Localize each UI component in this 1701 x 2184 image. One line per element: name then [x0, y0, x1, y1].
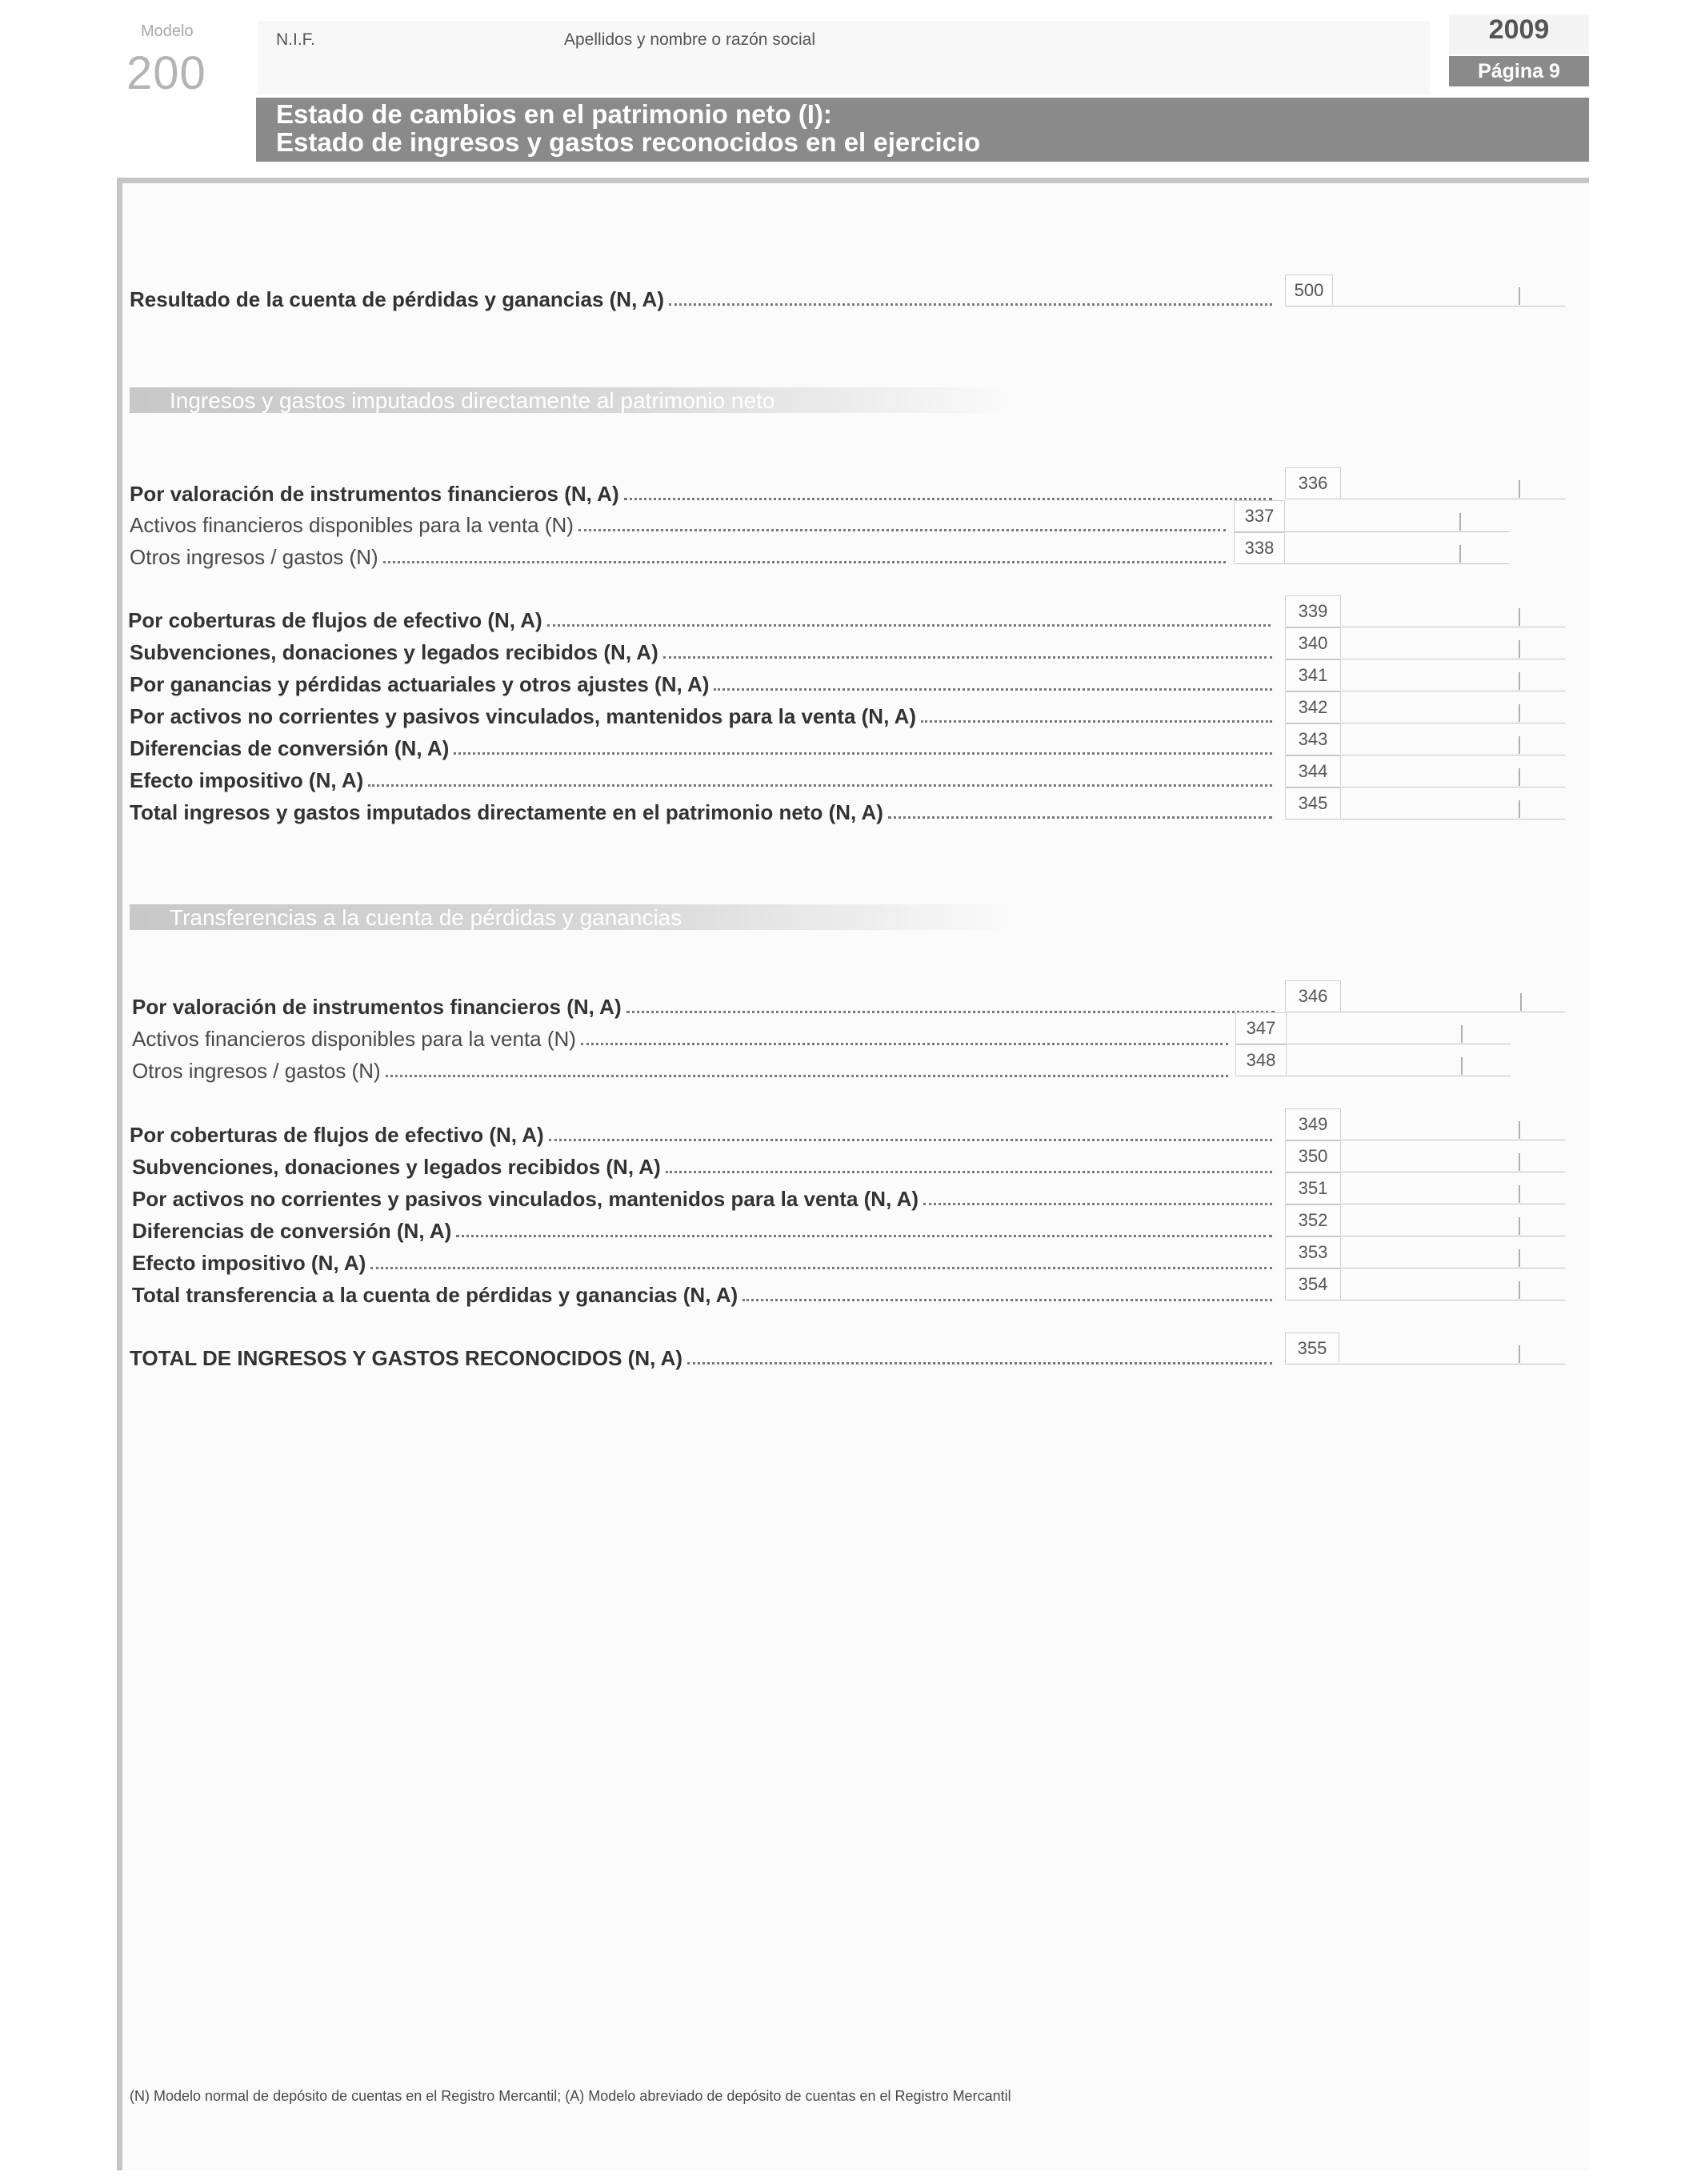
field-345[interactable]	[1285, 787, 1565, 820]
row-label: Efecto impositivo (N, A)	[132, 1251, 366, 1275]
field-code: 352	[1285, 1204, 1341, 1235]
field-342[interactable]	[1285, 691, 1565, 723]
decimal-separator	[1519, 1217, 1520, 1235]
field-code: 500	[1285, 275, 1333, 305]
decimal-separator	[1519, 1345, 1520, 1363]
field-340[interactable]	[1285, 627, 1565, 659]
field-353[interactable]	[1285, 1236, 1565, 1268]
field-341[interactable]	[1285, 659, 1565, 691]
row-336	[130, 478, 1272, 507]
field-337[interactable]	[1234, 500, 1509, 532]
footnote: (N) Modelo normal de depósito de cuentas en el Registro Mercantil; (A) Modelo abreviado de depósito de cuentas en el Registro Mercantil	[130, 2088, 1011, 2104]
leader-dots	[386, 1074, 1228, 1077]
decimal-separator	[1519, 672, 1520, 690]
field-336[interactable]	[1285, 467, 1565, 499]
row-352	[132, 1215, 1272, 1244]
modelo-label: Modelo	[141, 22, 194, 40]
section-title: Transferencias a la cuenta de pérdidas y ganancias	[170, 905, 682, 930]
row-353	[132, 1247, 1272, 1276]
row-label: Efecto impositivo (N, A)	[130, 768, 364, 792]
field-348[interactable]	[1235, 1044, 1511, 1076]
field-352[interactable]	[1285, 1204, 1565, 1236]
leader-dots	[923, 1202, 1272, 1205]
field-code: 339	[1285, 595, 1341, 626]
leader-dots	[383, 560, 1226, 563]
field-code: 341	[1285, 659, 1341, 690]
row-label: Por valoración de instrumentos financieros (N, A)	[132, 995, 622, 1019]
section-title: Ingresos y gastos imputados directamente al patrimonio neto	[170, 388, 775, 413]
field-code: 340	[1285, 627, 1341, 658]
row-label: Total transferencia a la cuenta de pérdidas y ganancias (N, A)	[132, 1283, 738, 1307]
row-label: Subvenciones, donaciones y legados recibidos (N, A)	[132, 1155, 661, 1179]
field-350[interactable]	[1285, 1140, 1565, 1172]
leader-dots	[370, 1266, 1272, 1269]
year: 2009	[1488, 14, 1550, 45]
result-label: Resultado de la cuenta de pérdidas y ganancias (N, A)	[130, 287, 664, 311]
field-code: 354	[1285, 1268, 1341, 1299]
row-label: Total ingresos y gastos imputados directamente en el patrimonio neto (N, A)	[130, 800, 883, 824]
decimal-separator	[1519, 704, 1520, 722]
field-code: 355	[1285, 1332, 1339, 1363]
row-340	[130, 636, 1272, 665]
total-row	[130, 1342, 1272, 1371]
page-number: Página 9	[1449, 56, 1589, 86]
field-338[interactable]	[1234, 532, 1509, 564]
total-label: TOTAL DE INGRESOS Y GASTOS RECONOCIDOS (N, A)	[130, 1346, 683, 1370]
row-label: Por activos no corrientes y pasivos vinculados, mantenidos para la venta (N, A)	[132, 1187, 919, 1211]
row-label: Otros ingresos / gastos (N)	[132, 1059, 381, 1083]
row-339	[128, 604, 1271, 633]
row-label: Subvenciones, donaciones y legados recibidos (N, A)	[130, 640, 658, 664]
leader-dots	[368, 783, 1272, 787]
row-346	[132, 991, 1275, 1020]
leader-dots	[454, 751, 1272, 755]
row-337	[130, 509, 1226, 538]
leader-dots	[888, 815, 1272, 819]
field-code: 346	[1285, 980, 1341, 1011]
decimal-separator	[1459, 545, 1461, 563]
row-347	[132, 1023, 1228, 1052]
leader-dots	[581, 1042, 1228, 1045]
leader-dots	[626, 1010, 1275, 1013]
decimal-separator	[1461, 1025, 1463, 1043]
section-header-imputados	[130, 387, 1018, 413]
row-350	[132, 1151, 1272, 1180]
row-338	[130, 541, 1226, 570]
result-row	[130, 283, 1272, 312]
decimal-separator	[1519, 1281, 1520, 1299]
header-strip	[258, 21, 1430, 94]
decimal-separator	[1519, 768, 1520, 786]
field-code: 350	[1285, 1140, 1341, 1171]
field-354[interactable]	[1285, 1268, 1565, 1300]
row-341	[130, 668, 1272, 697]
leader-dots	[624, 497, 1272, 500]
modelo-number: 200	[126, 47, 206, 99]
leader-dots	[921, 719, 1272, 723]
field-code: 345	[1285, 787, 1341, 818]
field-500[interactable]	[1285, 275, 1565, 307]
row-344	[130, 764, 1272, 793]
field-351[interactable]	[1285, 1172, 1565, 1204]
field-343[interactable]	[1285, 723, 1565, 755]
leader-dots	[547, 623, 1271, 627]
decimal-separator	[1519, 736, 1520, 754]
leader-dots	[666, 1170, 1272, 1173]
row-348	[132, 1055, 1228, 1084]
row-label: Otros ingresos / gastos (N)	[130, 545, 378, 569]
field-code: 344	[1285, 755, 1341, 786]
field-code: 338	[1234, 532, 1285, 563]
row-label: Por coberturas de flujos de efectivo (N, A)	[128, 608, 542, 632]
page-title-line2: Estado de ingresos y gastos reconocidos en el ejercicio	[276, 127, 981, 157]
row-label: Por valoración de instrumentos financieros (N, A)	[130, 482, 619, 506]
row-label: Por ganancias y pérdidas actuariales y otros ajustes (N, A)	[130, 672, 710, 696]
decimal-separator	[1519, 1185, 1520, 1203]
row-342	[130, 700, 1272, 729]
leader-dots	[578, 528, 1226, 531]
decimal-separator	[1519, 608, 1520, 626]
decimal-separator	[1519, 1153, 1520, 1171]
field-347[interactable]	[1235, 1012, 1511, 1044]
field-349[interactable]	[1285, 1108, 1565, 1140]
decimal-separator	[1519, 287, 1520, 305]
leader-dots	[663, 655, 1272, 659]
nif-label: N.I.F.	[276, 30, 316, 49]
leader-dots	[669, 303, 1272, 306]
leader-dots	[456, 1234, 1272, 1237]
row-label: Diferencias de conversión (N, A)	[132, 1219, 452, 1243]
leader-dots	[742, 1298, 1272, 1301]
decimal-separator	[1519, 800, 1520, 818]
field-355[interactable]	[1285, 1332, 1565, 1364]
field-339[interactable]	[1285, 595, 1565, 627]
page-title-line1: Estado de cambios en el patrimonio neto (I):	[276, 99, 832, 129]
decimal-separator	[1519, 640, 1520, 658]
decimal-separator	[1461, 1057, 1463, 1075]
leader-dots	[687, 1361, 1272, 1364]
row-label: Por coberturas de flujos de efectivo (N, A)	[130, 1123, 544, 1147]
row-345	[130, 796, 1272, 825]
field-code: 353	[1285, 1236, 1341, 1267]
row-343	[130, 732, 1272, 761]
field-code: 347	[1235, 1012, 1287, 1043]
row-354	[132, 1279, 1272, 1308]
decimal-separator	[1519, 1249, 1520, 1267]
row-label: Diferencias de conversión (N, A)	[130, 736, 450, 760]
apellidos-label: Apellidos y nombre o razón social	[564, 30, 815, 49]
field-code: 351	[1285, 1172, 1341, 1203]
row-label: Activos financieros disponibles para la venta (N)	[132, 1027, 576, 1051]
field-code: 337	[1234, 500, 1285, 531]
decimal-separator	[1520, 993, 1522, 1011]
field-344[interactable]	[1285, 755, 1565, 787]
field-code: 343	[1285, 723, 1341, 754]
row-label: Activos financieros disponibles para la venta (N)	[130, 513, 574, 537]
field-code: 336	[1285, 467, 1341, 498]
row-349	[130, 1119, 1272, 1148]
section-header-transferencias	[130, 904, 1018, 930]
leader-dots	[714, 687, 1272, 691]
field-code: 348	[1235, 1044, 1287, 1075]
field-code: 342	[1285, 691, 1341, 722]
decimal-separator	[1519, 480, 1520, 498]
field-code: 349	[1285, 1108, 1341, 1139]
leader-dots	[549, 1138, 1272, 1141]
field-346[interactable]	[1285, 980, 1565, 1012]
decimal-separator	[1519, 1121, 1520, 1139]
row-label: Por activos no corrientes y pasivos vinculados, mantenidos para la venta (N, A)	[130, 704, 916, 728]
decimal-separator	[1459, 513, 1461, 531]
row-351	[132, 1183, 1272, 1212]
